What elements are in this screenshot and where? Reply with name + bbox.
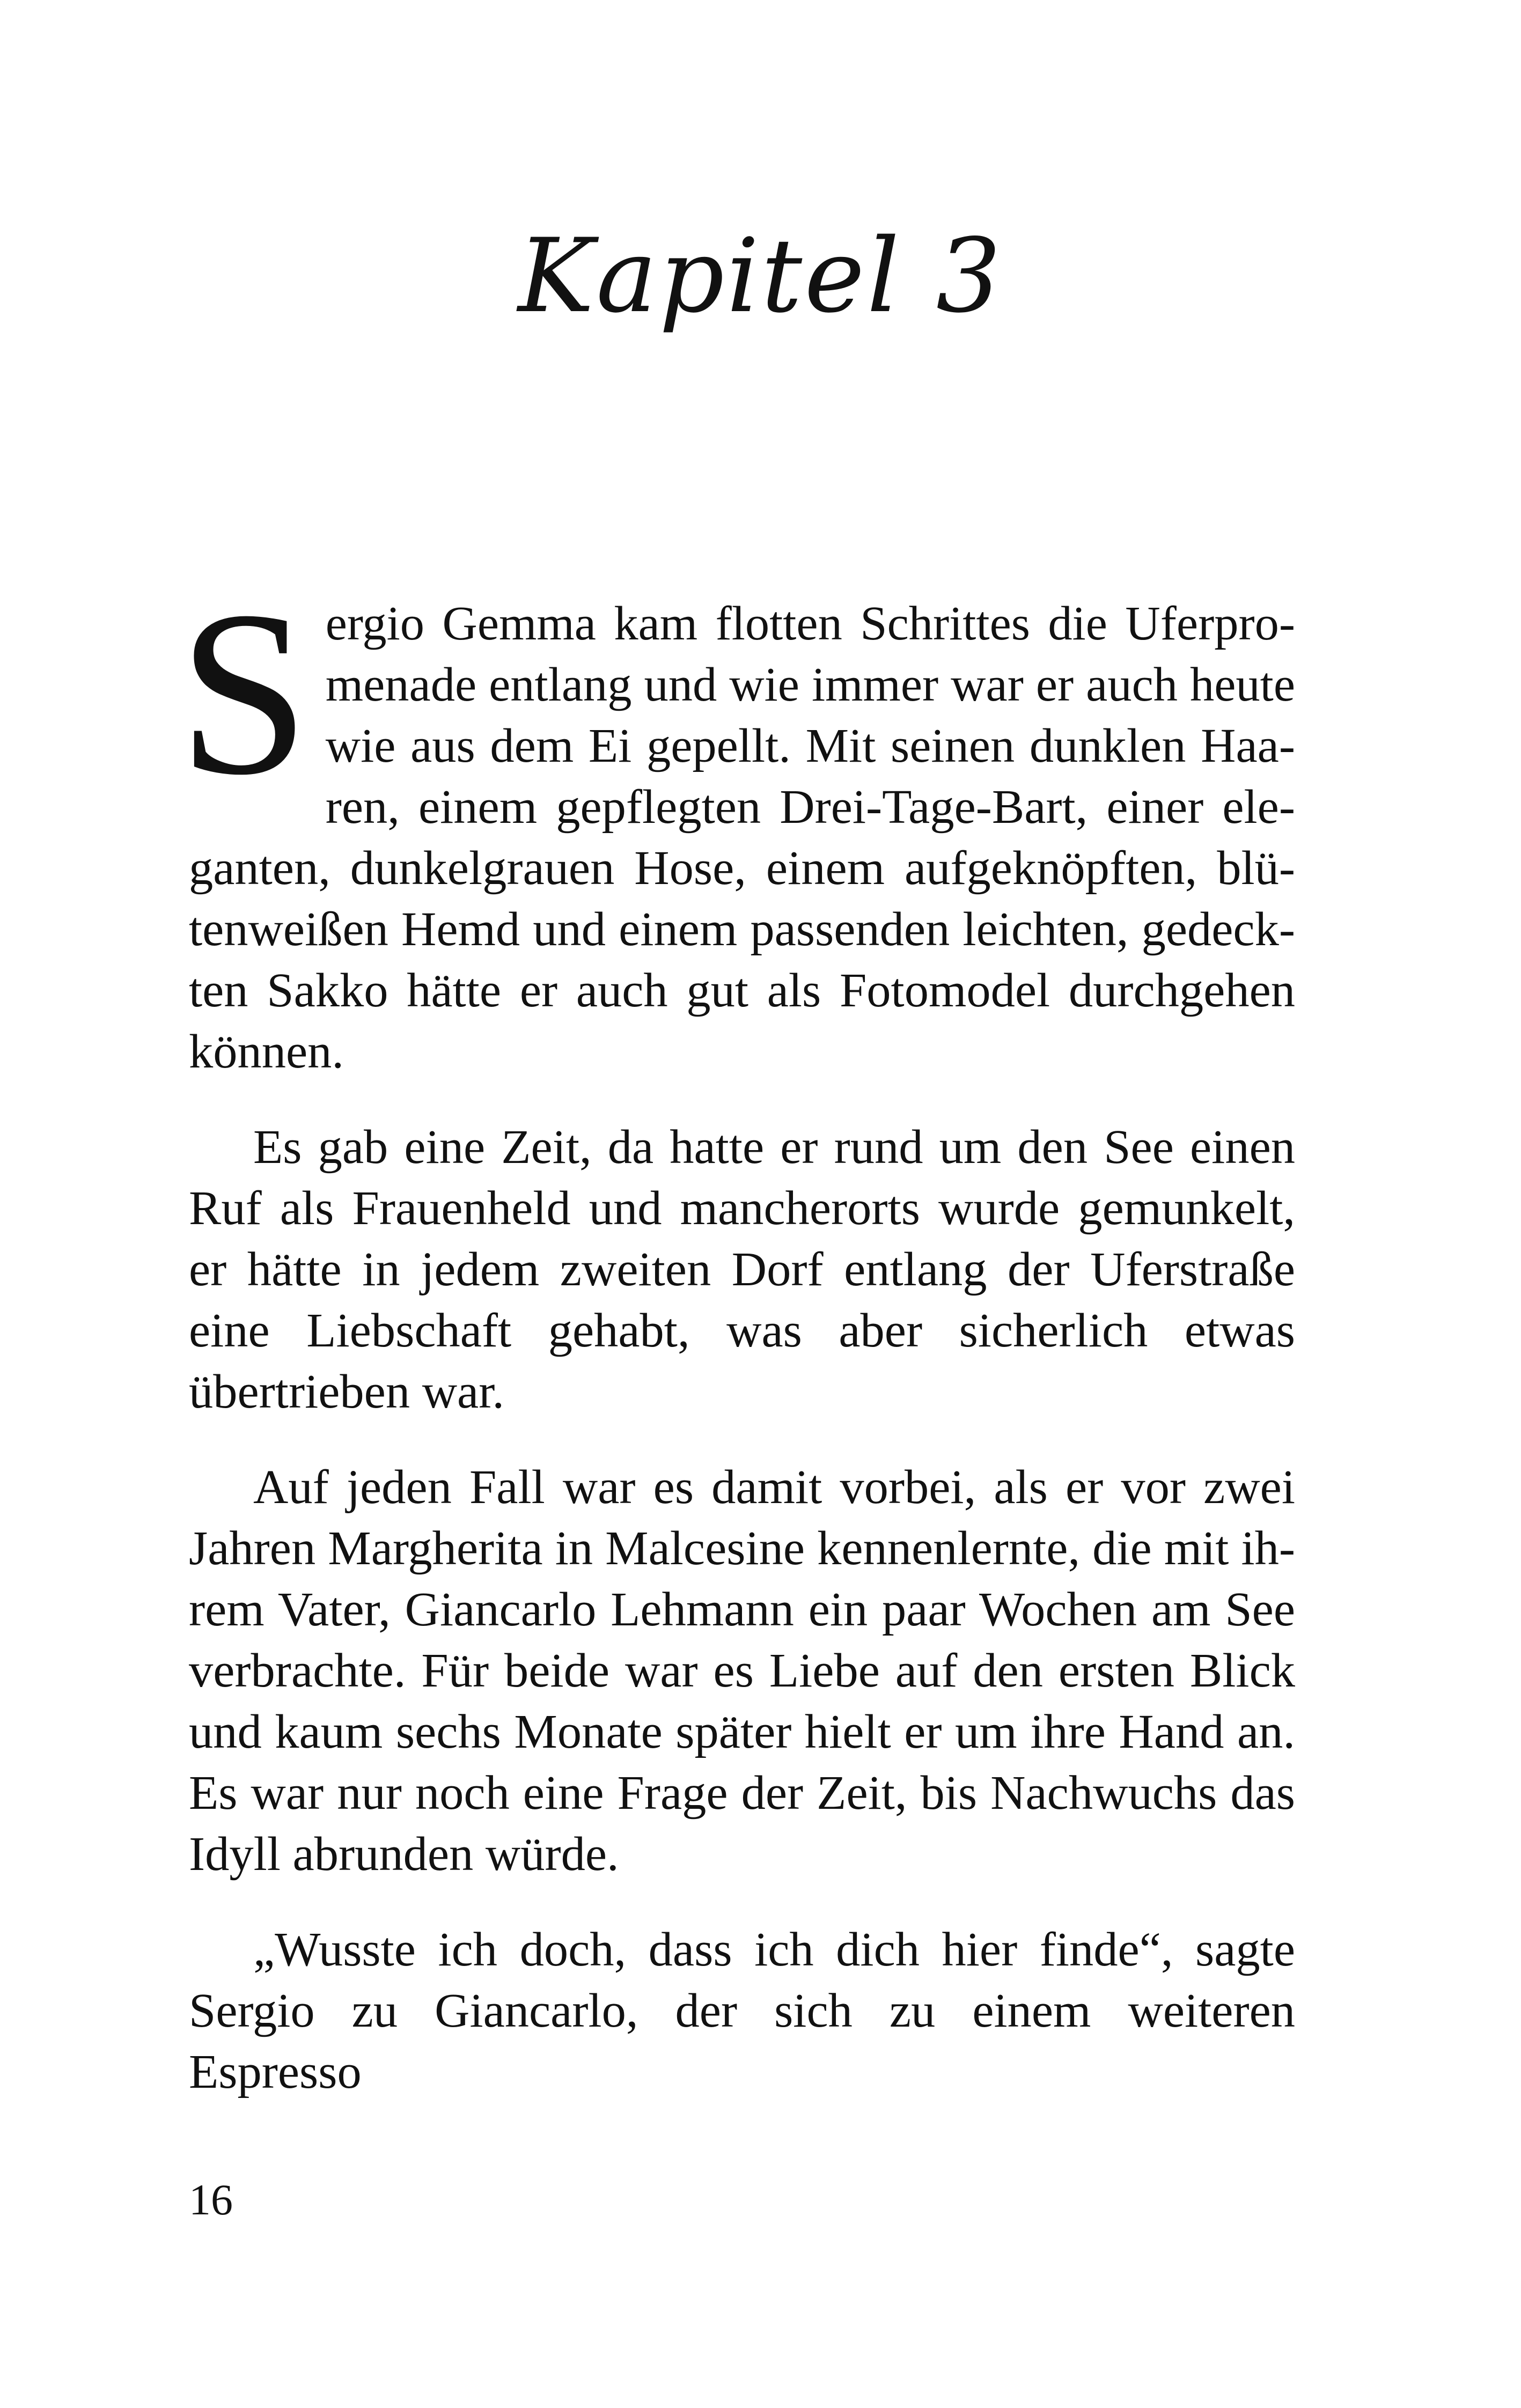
drop-cap: S bbox=[178, 563, 310, 824]
chapter-body bbox=[178, 563, 1295, 2137]
paragraph-2: Es gab eine Zeit, da hatte er rund um den See einen Ruf als Frauenheld und mancherorts wurde gemunkelt, er hätte in jedem zweiten Dorf entlang der Uferstraße eine Liebschaft gehabt, was aber sicherlich etwas übertrieben war. bbox=[189, 1120, 1295, 1418]
paragraph-1 bbox=[178, 563, 1295, 1082]
paragraph-4: „Wusste ich doch, dass ich dich hier finde“, sagte Sergio zu Giancarlo, der sich zu einem weiteren Espresso bbox=[189, 1922, 1295, 2098]
chapter-title: Kapitel 3 bbox=[518, 217, 1003, 335]
paragraph-3: Auf jeden Fall war es damit vorbei, als er vor zwei Jahren Margherita in Malcesine kennenlernte, die mit ihrem Vater, Giancarlo Lehmann ein paar Wochen am See verbrachte. Für beide war es Liebe auf den ersten Blick und kaum sechs Monate später hielt er um ihre Hand an. Es war nur noch eine Frage der Zeit, bis Nachwuchs das Idyll abrunden würde. bbox=[189, 1460, 1295, 1881]
paragraph-1-text: ergio Gemma kam flotten Schrittes die Uferpromenade entlang und wie immer war er auch heute wie aus dem Ei gepellt. Mit seinen dunklen Haaren, einem gepflegten Drei-Tage-Bart, einer eleganten, dunkelgrauen Hose, einem aufgeknöpften, blütenweißen Hemd und einem passenden leichten, gedeckten Sakko hätte er auch gut als Fotomodel durchgehen können. bbox=[189, 596, 1295, 1078]
page-number: 16 bbox=[189, 2175, 233, 2224]
